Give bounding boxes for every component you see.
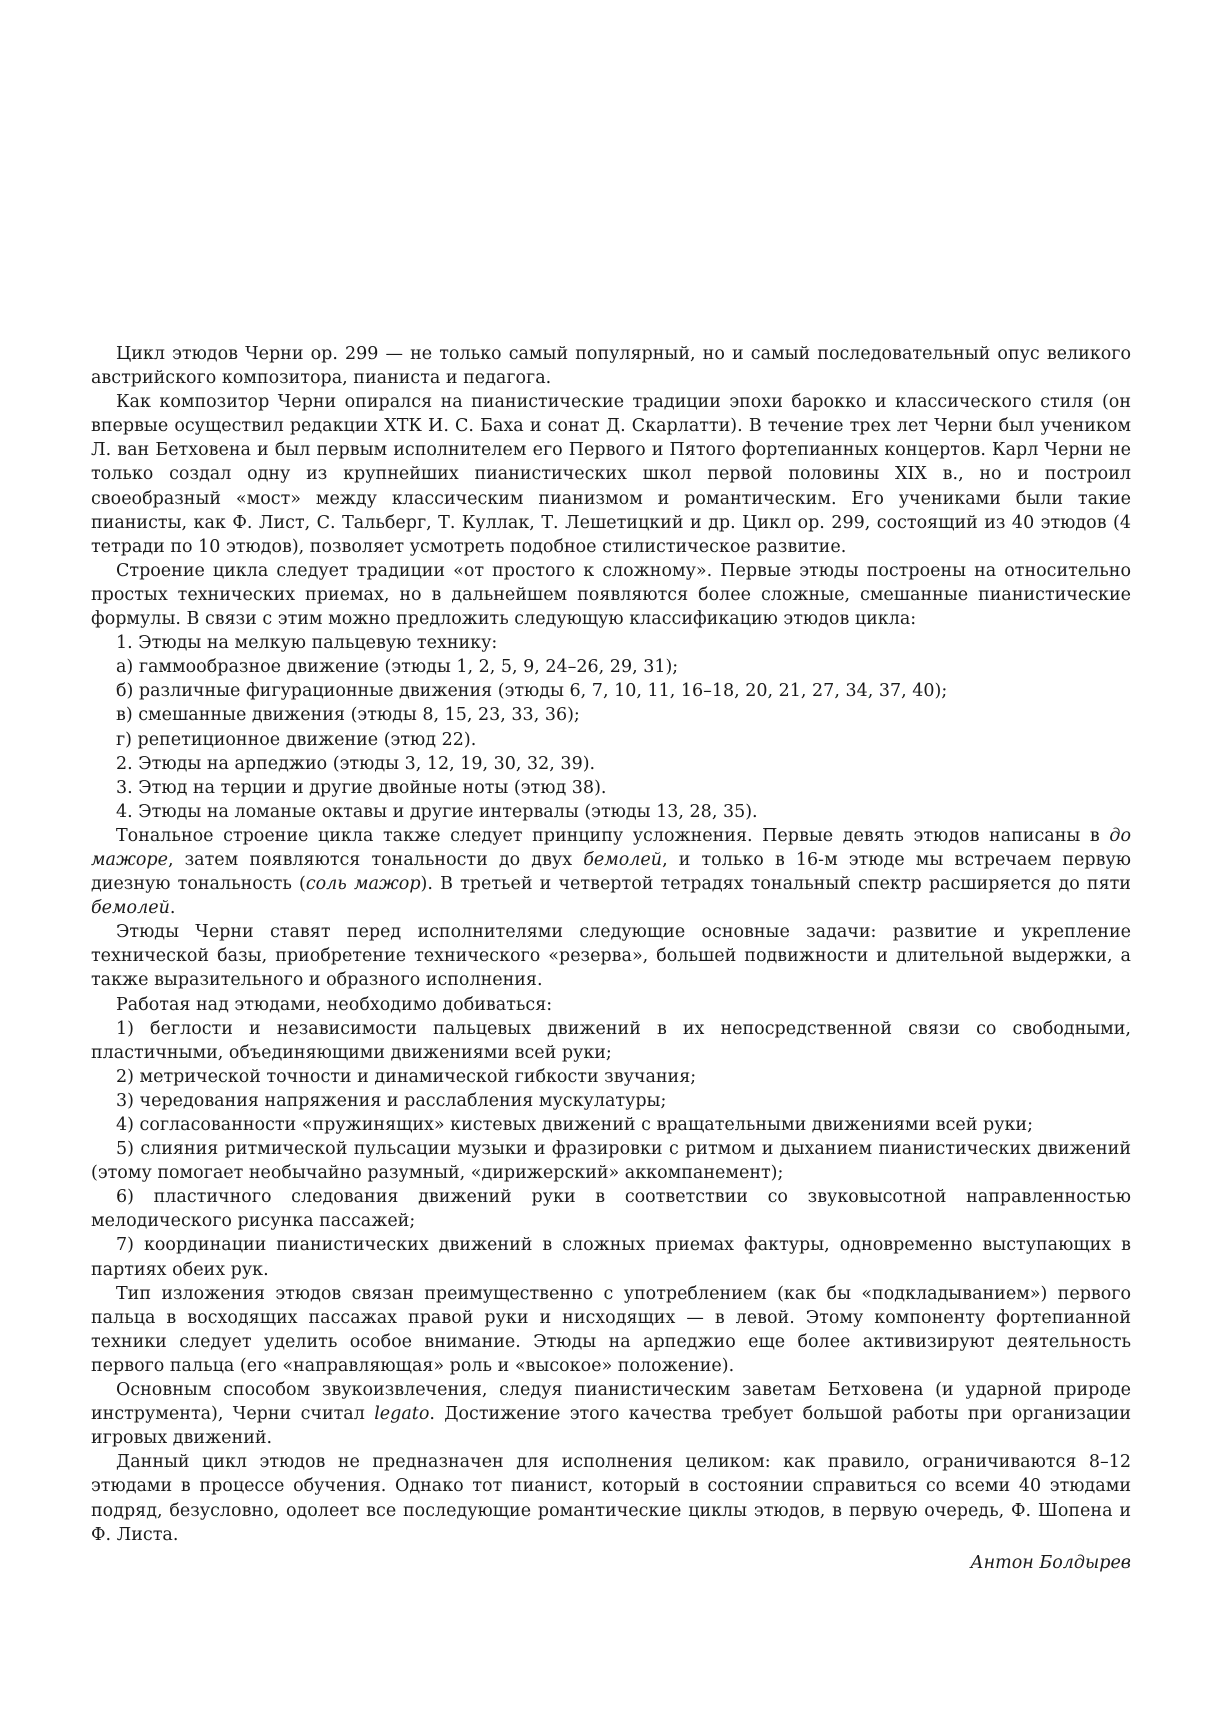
classification-item: 3. Этюд на терции и другие двойные ноты (этюд 38). — [116, 777, 607, 798]
classification-item: 1. Этюды на мелкую пальцевую технику: — [116, 633, 498, 654]
goal-item: 7) координации пианистических движений в сложных приемах фактуры, одновременно выступающих в партиях обеих рук. — [91, 1235, 1131, 1280]
conclusion-paragraph: Данный цикл этюдов не предназначен для исполнения целиком: как правило, ограничиваются 8–12 этюдами в процессе обучения. Однако тот пианист, который в состоянии справиться со всеми 40 этюдами подряд, безусловно, одолеет все последующие романтические циклы этюдов, в первую очередь, Ф. Шопена и Ф. Листа. — [91, 1452, 1131, 1545]
goal-item: 4) согласованности «пружинящих» кистевых движений с вращательными движениями всей руки; — [116, 1115, 1033, 1135]
goal-item: 1) беглости и независимости пальцевых движений в их непосредственной связи со свободными, пластичными, объединяющими движениями всей руки; — [91, 1018, 1131, 1063]
classification-item: а) гаммообразное движение (этюды 1, 2, 5, 9, 24–26, 29, 31); — [116, 657, 679, 678]
goal-item: 2) метрической точности и динамической гибкости звучания; — [116, 1066, 697, 1087]
goals-intro: Работая над этюдами, необходимо добиваться: — [116, 994, 553, 1015]
composer-paragraph: Как композитор Черни опирался на пианистические традиции эпохи барокко и классического стиля (он впервые осуществил редакции ХТК И. С. Баха и сонат Д. Скарлатти). В течение трех лет Черни был учеником Л. ван Бетховена и был первым исполнителем его Первого и Пятого фортепианных концертов. Карл Черни не только создал одну из крупнейших пианистических школ первой половины XIX в., но и построил своеобразный «мост» между классическим пианизмом и романтическим. Его учениками были такие пианисты, как Ф. Лист, С. Тальберг, Т. Куллак, Т. Лешетицкий и др. Цикл ор. 299, состоящий из 40 этюдов (4 тетради по 10 этюдов), позволяет усмотреть подобное стилистическое развитие. — [91, 392, 1131, 557]
classification-item: 2. Этюды на арпеджио (этюды 3, 12, 19, 30, 32, 39). — [116, 753, 596, 774]
legato-paragraph: Основным способом звукоизвлечения, следуя пианистическим заветам Бетховена (и ударной природе инструмента), Черни считал legato. Достижение этого качества требует большой работы при организации игровых движений. — [91, 1380, 1131, 1449]
goal-item: 3) чередования напряжения и расслабления мускулатуры; — [116, 1090, 667, 1111]
classification-item: б) различные фигурационные движения (этюды 6, 7, 10, 11, 16–18, 20, 21, 27, 34, 37, 40); — [116, 681, 948, 702]
tasks-paragraph: Этюды Черни ставят перед исполнителями следующие основные задачи: развитие и укрепление технической базы, приобретение технического «резерва», большей подвижности и длительной выдержки, а также выразительного и образного исполнения. — [91, 922, 1131, 991]
goal-item: 5) слияния ритмической пульсации музыки и фразировки с ритмом и дыханием пианистических движений (этому помогает необычайно разумный, «дирижерский» аккомпанемент); — [91, 1139, 1131, 1184]
author-signature: Антон Болдырев — [970, 1552, 1131, 1573]
classification-item: в) смешанные движения (этюды 8, 15, 23, 33, 36); — [116, 705, 580, 726]
goal-item: 6) пластичного следования движений руки в соответствии со звуковысотной направленностью мелодического рисунка пассажей; — [91, 1187, 1131, 1232]
intro-paragraph: Цикл этюдов Черни ор. 299 — не только самый популярный, но и самый последовательный опус великого австрийского композитора, пианиста и педагога. — [91, 344, 1131, 389]
tonality-paragraph: Тональное строение цикла также следует принципу усложнения. Первые девять этюдов написаны в до мажоре, затем появляются тональности до двух бемолей, и только в 16-м этюде мы встречаем первую диезную тональность (соль мажор). В третьей и четвертой тетрадях тональный спектр расширяется до пяти бемолей. — [91, 825, 1132, 919]
structure-paragraph: Строение цикла следует традиции «от простого к сложному». Первые этюды построены на относительно простых технических приемах, но в дальнейшем появляются более сложные, смешанные пианистические формулы. В связи с этим можно предложить следующую классификацию этюдов цикла: — [91, 560, 1131, 630]
article-body — [91, 342, 1131, 1575]
classification-item: 4. Этюды на ломаные октавы и другие интервалы (этюды 13, 28, 35). — [116, 801, 758, 822]
fingering-paragraph: Тип изложения этюдов связан преимущественно с употреблением (как бы «подкладыванием») первого пальца в восходящих пассажах правой руки и нисходящих — в левой. Этому компоненту фортепианной техники следует уделить особое внимание. Этюды на арпеджио еще более активизируют деятельность первого пальца (его «направляющая» роль и «высокое» положение). — [91, 1283, 1131, 1376]
classification-item: г) репетиционное движение (этюд 22). — [116, 729, 477, 750]
